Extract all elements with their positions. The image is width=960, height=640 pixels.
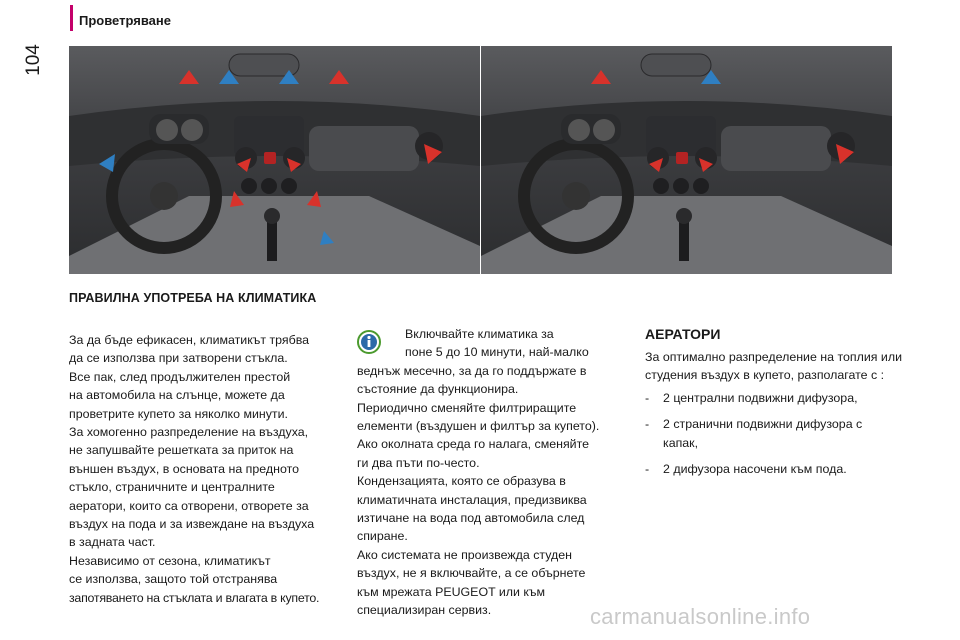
text-line: Независимо от сезона, климатикът bbox=[69, 553, 271, 568]
list-item-text: 2 странични подвижни дифузора с bbox=[663, 417, 863, 432]
text-line: проветрите купето за няколко минути. bbox=[69, 406, 288, 421]
text-line: външен въздух, в основата на предното bbox=[69, 461, 299, 476]
text-line: Ако околната среда го налага, сменяйте bbox=[357, 437, 590, 452]
text-line: За оптимално разпределение на топлия или bbox=[645, 350, 902, 364]
section-title: Проветряване bbox=[79, 13, 171, 28]
text-line: специализиран сервиз. bbox=[357, 603, 492, 618]
text-line: изтичане на вода под автомобила след bbox=[357, 511, 585, 526]
text-line: въздух, не я включвайте, а се обърнете bbox=[357, 566, 586, 581]
text-line: Периодично сменяйте филтриращите bbox=[357, 400, 577, 415]
text-line: Включвайте климатика за bbox=[405, 327, 554, 341]
text-line: Кондензацията, която се образува в bbox=[357, 474, 566, 489]
text-line: на автомобила на слънце, можете да bbox=[69, 388, 285, 403]
list-dash: - bbox=[645, 390, 650, 405]
list-item bbox=[645, 460, 920, 478]
text-line: елементи (въздушен и филтър за купето). bbox=[357, 419, 600, 434]
text-line: състояние да функционира. bbox=[357, 382, 519, 397]
text-line: стъкло, страничните и централните bbox=[69, 480, 275, 495]
text-line: спиране. bbox=[357, 529, 408, 544]
dashboard-airflow-arrows-illustration bbox=[69, 46, 480, 274]
dashboard-airflow-arrows-illustration bbox=[481, 46, 892, 274]
text-line: запотяването на стъклата и влагата в купето. bbox=[69, 590, 320, 605]
accent-bar bbox=[70, 5, 73, 31]
list-dash: - bbox=[645, 462, 650, 477]
text-line: За да бъде ефикасен, климатикът трябва bbox=[69, 333, 310, 347]
text-line: поне 5 до 10 минути, най-малко bbox=[405, 345, 589, 360]
text-line: аератори, които са отворени, отворете за bbox=[69, 498, 309, 513]
text-line: веднъж месечно, за да го поддържате в bbox=[357, 363, 587, 378]
aerators-heading: АЕРАТОРИ bbox=[645, 326, 721, 342]
text-line: климатичната инсталация, предизвиква bbox=[357, 492, 587, 507]
dashboard-photo-left bbox=[69, 46, 480, 274]
page-number: 104 bbox=[23, 44, 44, 76]
column-maintenance-tips bbox=[357, 325, 622, 620]
list-dash: - bbox=[645, 417, 650, 432]
list-item-text: капак, bbox=[663, 435, 699, 450]
text-line: За хомогенно разпределение на въздуха, bbox=[69, 425, 309, 440]
text-line: ги два пъти по-често. bbox=[357, 455, 480, 470]
text-line: в задната част. bbox=[69, 535, 156, 550]
text-line: да се използва при затворени стъкла. bbox=[69, 351, 288, 366]
text-line: студения въздух в купето, разполагате с : bbox=[645, 368, 885, 383]
list-item bbox=[645, 389, 920, 407]
watermark: carmanualsonline.info bbox=[590, 604, 811, 629]
text-line: Все пак, след продължителен престой bbox=[69, 369, 291, 384]
text-line: към мрежата PEUGEOT или към bbox=[357, 584, 546, 599]
text-line: Ако системата не произвежда студен bbox=[357, 547, 572, 562]
text-line: се използва, защото той отстранява bbox=[69, 572, 278, 587]
column-aerators bbox=[645, 348, 920, 478]
main-heading: ПРАВИЛНА УПОТРЕБА НА КЛИМАТИКА bbox=[69, 291, 317, 305]
column-climate-usage bbox=[69, 331, 344, 607]
dashboard-photo-right bbox=[481, 46, 892, 274]
text-line: въздух на пода и за извеждане на въздуха bbox=[69, 517, 315, 532]
list-item-text: 2 дифузора насочени към пода. bbox=[663, 462, 847, 477]
text-line: не запушвайте решетката за приток на bbox=[69, 443, 294, 458]
list-item bbox=[645, 415, 920, 452]
list-item-text: 2 централни подвижни дифузора, bbox=[663, 390, 858, 405]
